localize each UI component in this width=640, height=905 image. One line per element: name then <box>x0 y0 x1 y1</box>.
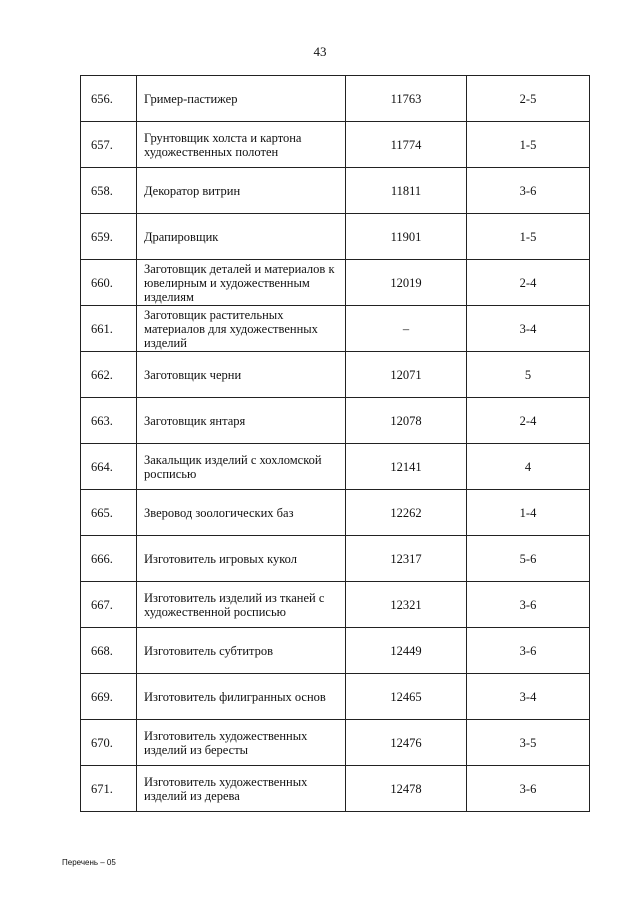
row-number: 671. <box>81 766 137 812</box>
profession-code: 11774 <box>346 122 467 168</box>
table-row <box>81 122 590 168</box>
profession-name: Закальщик изделий с хохломской росписью <box>137 444 346 490</box>
profession-code: 12321 <box>346 582 467 628</box>
grade-range: 1-5 <box>467 122 590 168</box>
grade-range: 4 <box>467 444 590 490</box>
profession-code: 12317 <box>346 536 467 582</box>
table-row <box>81 398 590 444</box>
profession-name: Изготовитель филигранных основ <box>137 674 346 720</box>
profession-code: 12019 <box>346 260 467 306</box>
profession-code: 12141 <box>346 444 467 490</box>
grade-range: 3-4 <box>467 306 590 352</box>
profession-code: 12071 <box>346 352 467 398</box>
row-number: 657. <box>81 122 137 168</box>
profession-code: 12478 <box>346 766 467 812</box>
table-row <box>81 444 590 490</box>
table-row <box>81 582 590 628</box>
profession-code: 11763 <box>346 76 467 122</box>
row-number: 669. <box>81 674 137 720</box>
profession-name: Изготовитель изделий из тканей с художественной росписью <box>137 582 346 628</box>
row-number: 661. <box>81 306 137 352</box>
grade-range: 3-5 <box>467 720 590 766</box>
profession-name: Драпировщик <box>137 214 346 260</box>
profession-name: Зверовод зоологических баз <box>137 490 346 536</box>
table-row <box>81 352 590 398</box>
profession-code: 12465 <box>346 674 467 720</box>
table-row <box>81 306 590 352</box>
profession-name: Заготовщик деталей и материалов к ювелирным и художественным изделиям <box>137 260 346 306</box>
profession-name: Декоратор витрин <box>137 168 346 214</box>
row-number: 660. <box>81 260 137 306</box>
profession-name: Заготовщик янтаря <box>137 398 346 444</box>
professions-table <box>80 75 590 812</box>
row-number: 662. <box>81 352 137 398</box>
row-number: 658. <box>81 168 137 214</box>
profession-code: 12449 <box>346 628 467 674</box>
row-number: 670. <box>81 720 137 766</box>
row-number: 656. <box>81 76 137 122</box>
profession-name: Изготовитель художественных изделий из дерева <box>137 766 346 812</box>
profession-name: Изготовитель художественных изделий из бересты <box>137 720 346 766</box>
profession-code: 12078 <box>346 398 467 444</box>
grade-range: 3-6 <box>467 766 590 812</box>
grade-range: 3-6 <box>467 582 590 628</box>
row-number: 664. <box>81 444 137 490</box>
grade-range: 2-5 <box>467 76 590 122</box>
table-row <box>81 76 590 122</box>
table-row <box>81 214 590 260</box>
profession-name: Грунтовщик холста и картона художественных полотен <box>137 122 346 168</box>
row-number: 668. <box>81 628 137 674</box>
profession-name: Изготовитель игровых кукол <box>137 536 346 582</box>
profession-code: 12262 <box>346 490 467 536</box>
table-row <box>81 720 590 766</box>
table-row <box>81 628 590 674</box>
profession-code: 11811 <box>346 168 467 214</box>
profession-name: Гример-пастижер <box>137 76 346 122</box>
row-number: 665. <box>81 490 137 536</box>
page-number: 43 <box>313 44 327 59</box>
table-row <box>81 168 590 214</box>
profession-code: 11901 <box>346 214 467 260</box>
table-row <box>81 766 590 812</box>
table-row <box>81 260 590 306</box>
grade-range: 3-6 <box>467 628 590 674</box>
profession-name: Заготовщик черни <box>137 352 346 398</box>
grade-range: 3-6 <box>467 168 590 214</box>
row-number: 667. <box>81 582 137 628</box>
profession-code: 12476 <box>346 720 467 766</box>
table-row <box>81 490 590 536</box>
profession-name: Изготовитель субтитров <box>137 628 346 674</box>
grade-range: 1-4 <box>467 490 590 536</box>
document-footer: Перечень – 05 <box>62 858 116 867</box>
grade-range: 5-6 <box>467 536 590 582</box>
table-row <box>81 536 590 582</box>
grade-range: 5 <box>467 352 590 398</box>
profession-name: Заготовщик растительных материалов для художественных изделий <box>137 306 346 352</box>
grade-range: 3-4 <box>467 674 590 720</box>
row-number: 663. <box>81 398 137 444</box>
row-number: 659. <box>81 214 137 260</box>
grade-range: 2-4 <box>467 260 590 306</box>
grade-range: 2-4 <box>467 398 590 444</box>
table-row <box>81 674 590 720</box>
row-number: 666. <box>81 536 137 582</box>
grade-range: 1-5 <box>467 214 590 260</box>
profession-code: – <box>346 306 467 352</box>
